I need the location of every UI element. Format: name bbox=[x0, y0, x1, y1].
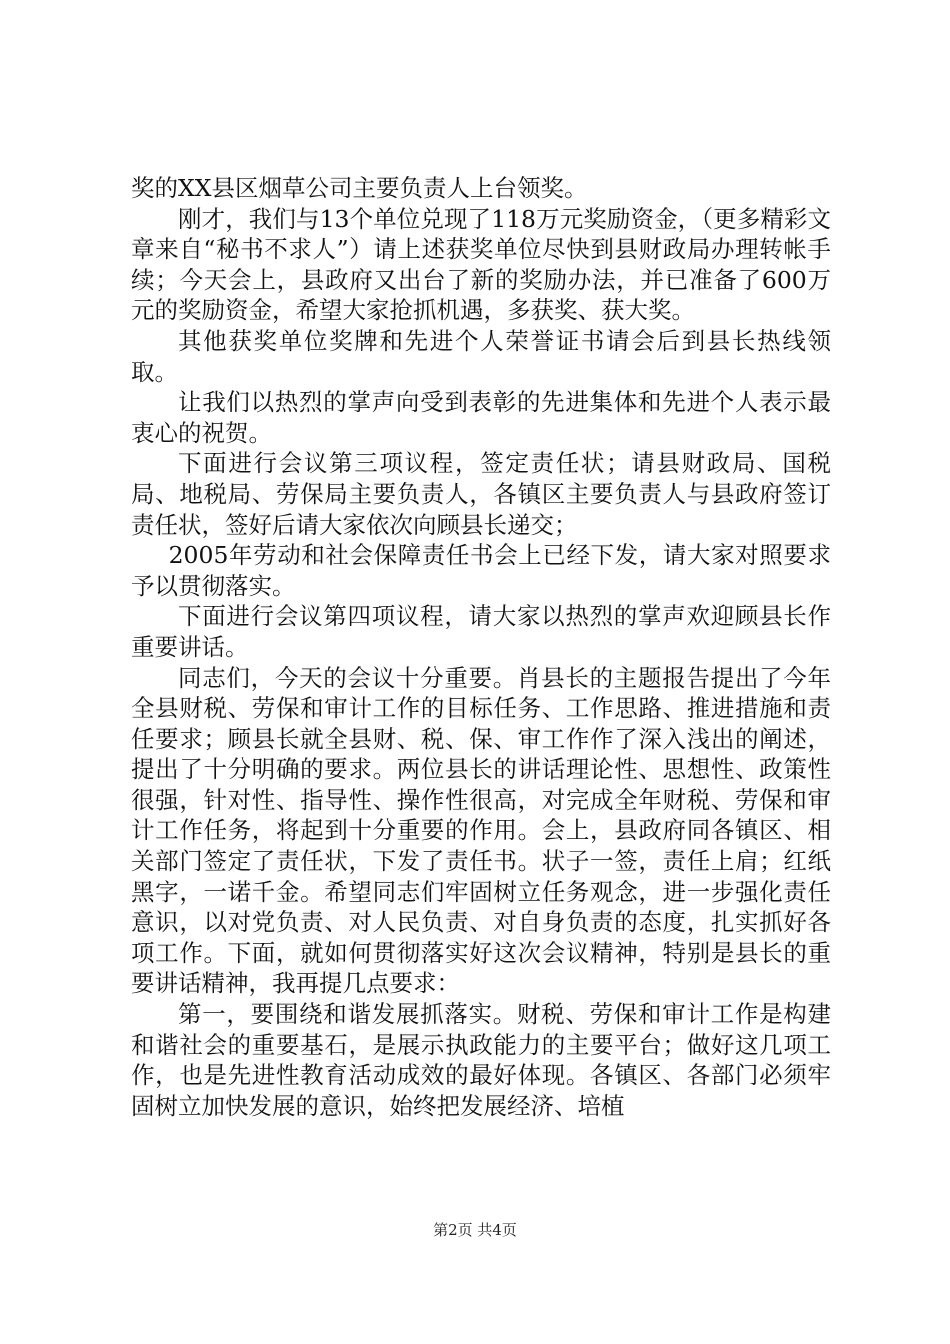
paragraph-5: 下面进行会议第三项议程，签定责任状；请县财政局、国税局、地税局、劳保局主要负责人，各镇区主要负责人与县政府签订责任状，签好后请大家依次向顾县长递交； bbox=[131, 449, 831, 539]
paragraph-4: 让我们以热烈的掌声向受到表彰的先进集体和先进个人表示最衷心的祝贺。 bbox=[131, 388, 831, 447]
paragraph-9: 第一，要围绕和谐发展抓落实。财税、劳保和审计工作是构建和谐社会的重要基石，是展示执政能力的主要平台；做好这几项工作，也是先进性教育活动成效的最好体现。各镇区、各部门必须牢固树立加快发展的意识，始终把发展经济、培植 bbox=[131, 1000, 831, 1120]
paragraph-3: 其他获奖单位奖牌和先进个人荣誉证书请会后到县长热线领取。 bbox=[131, 326, 831, 386]
page-number-footer: 第2页 共4页 bbox=[433, 1221, 517, 1239]
document-body bbox=[131, 173, 831, 1121]
paragraph-8: 同志们，今天的会议十分重要。肖县长的主题报告提出了今年全县财税、劳保和审计工作的目标任务、工作思路、推进措施和责任要求；顾县长就全县财、税、保、审工作作了深入浅出的阐述，提出了十分明确的要求。两位县长的讲话理论性、思想性、政策性很强，针对性、指导性、操作性很高，对完成全年财税、劳保和审计工作任务，将起到十分重要的作用。会上，县政府同各镇区、相关部门签定了责任状，下发了责任书。状子一签，责任上肩；红纸黑字，一诺千金。希望同志们牢固树立任务观念，进一步强化责任意识，以对党负责、对人民负责、对自身负责的态度，扎实抓好各项工作。下面，就如何贯彻落实好这次会议精神，特别是县长的重要讲话精神，我再提几点要求： bbox=[131, 663, 831, 998]
paragraph-1: 奖的XX县区烟草公司主要负责人上台领奖。 bbox=[131, 174, 588, 202]
paragraph-2: 刚才，我们与13个单位兑现了118万元奖励资金，（更多精彩文章来自“秘书不求人”）请上述获奖单位尽快到县财政局办理转帐手续；今天会上，县政府又出台了新的奖励办法，并已准备了600万元的奖励资金，希望大家抢抓机遇，多获奖、获大奖。 bbox=[131, 204, 831, 325]
paragraph-7: 下面进行会议第四项议程，请大家以热烈的掌声欢迎顾县长作重要讲话。 bbox=[131, 602, 831, 661]
paragraph-6: 2005年劳动和社会保障责任书会上已经下发，请大家对照要求予以贯彻落实。 bbox=[131, 541, 831, 600]
